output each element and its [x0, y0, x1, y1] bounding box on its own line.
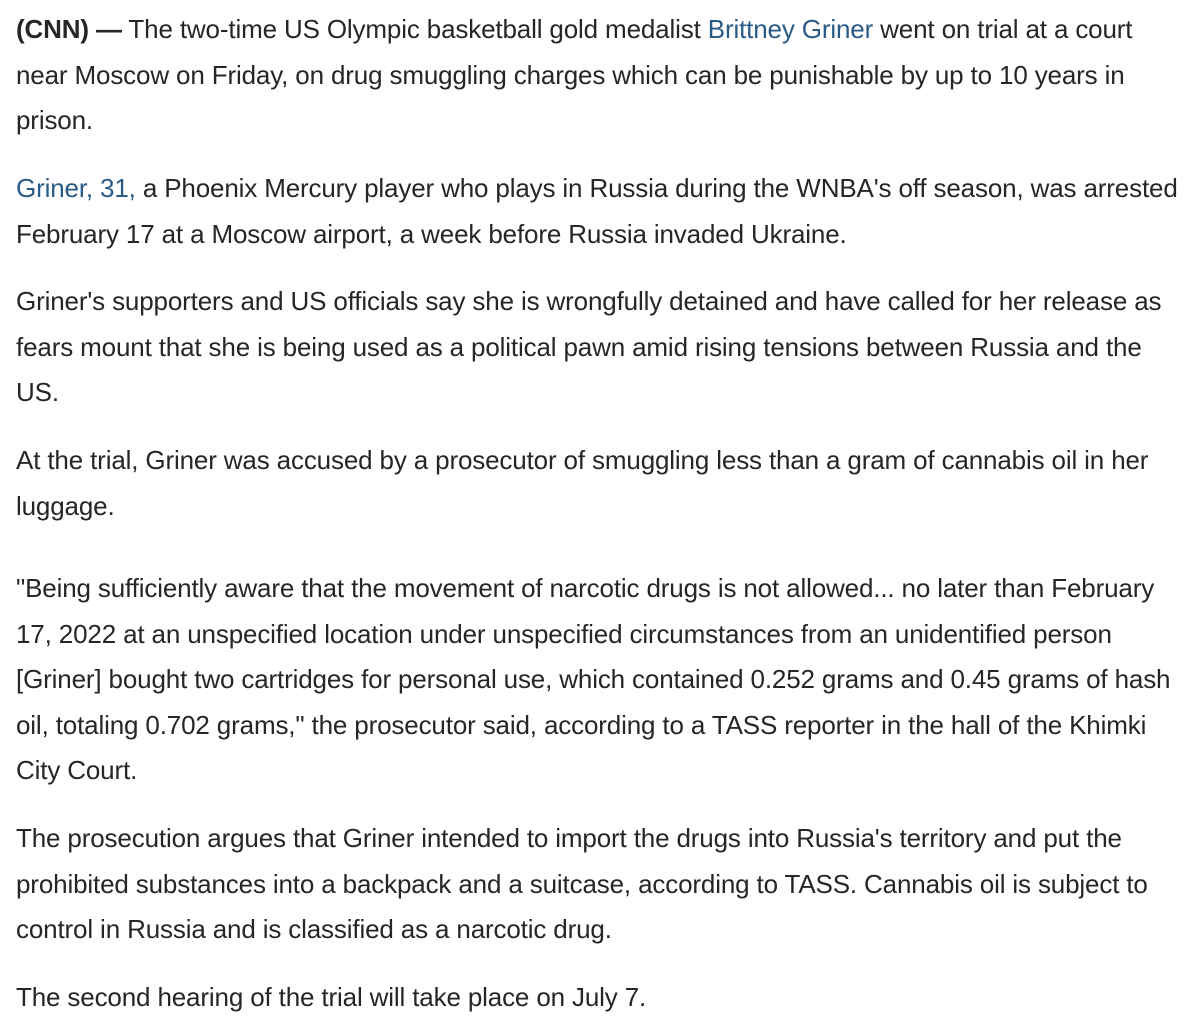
- source-dateline: (CNN) —: [16, 14, 122, 44]
- paragraph-prosecution-argument: The prosecution argues that Griner intended to import the drugs into Russia's territory and put the prohibited substances into a backpack and a suitcase, according to TASS. Cannabis oil is subject to control in Russia and is classified as a narcotic drug.: [16, 823, 1148, 944]
- paragraph-arrest: [16, 166, 1188, 257]
- paragraph-intro: [16, 7, 1188, 144]
- paragraph-prosecutor-quote: "Being sufficiently aware that the movement of narcotic drugs is not allowed... no later than February 17, 2022 at an unspecified location under unspecified circumstances from an unidentified person [Griner] bought two cartridges for personal use, which contained 0.252 grams and 0.45 grams of hash oil, totaling 0.702 grams," the prosecutor said, according to a TASS reporter in the hall of the Khimki City Court.: [16, 573, 1171, 785]
- paragraph-text: The two-time US Olympic basketball gold medalist: [121, 14, 708, 44]
- paragraph-accusation: At the trial, Griner was accused by a prosecutor of smuggling less than a gram of cannabis oil in her luggage.: [16, 445, 1149, 521]
- paragraph-supporters: Griner's supporters and US officials say she is wrongfully detained and have called for her release as fears mount that she is being used as a political pawn amid rising tensions between Russia and the US.: [16, 286, 1162, 407]
- paragraph-text: went on trial at a court near Moscow on Friday, on drug smuggling charges which can be punishable by up to 10 years in prison.: [16, 14, 1133, 135]
- brittney-griner-link[interactable]: Brittney Griner: [707, 14, 874, 44]
- griner-age-link[interactable]: Griner, 31,: [16, 173, 136, 203]
- paragraph-text: a Phoenix Mercury player who plays in Russia during the WNBA's off season, was arrested February 17 at a Moscow airport, a week before Russia invaded Ukraine.: [16, 173, 1178, 249]
- paragraph-next-hearing: The second hearing of the trial will take place on July 7.: [16, 982, 647, 1012]
